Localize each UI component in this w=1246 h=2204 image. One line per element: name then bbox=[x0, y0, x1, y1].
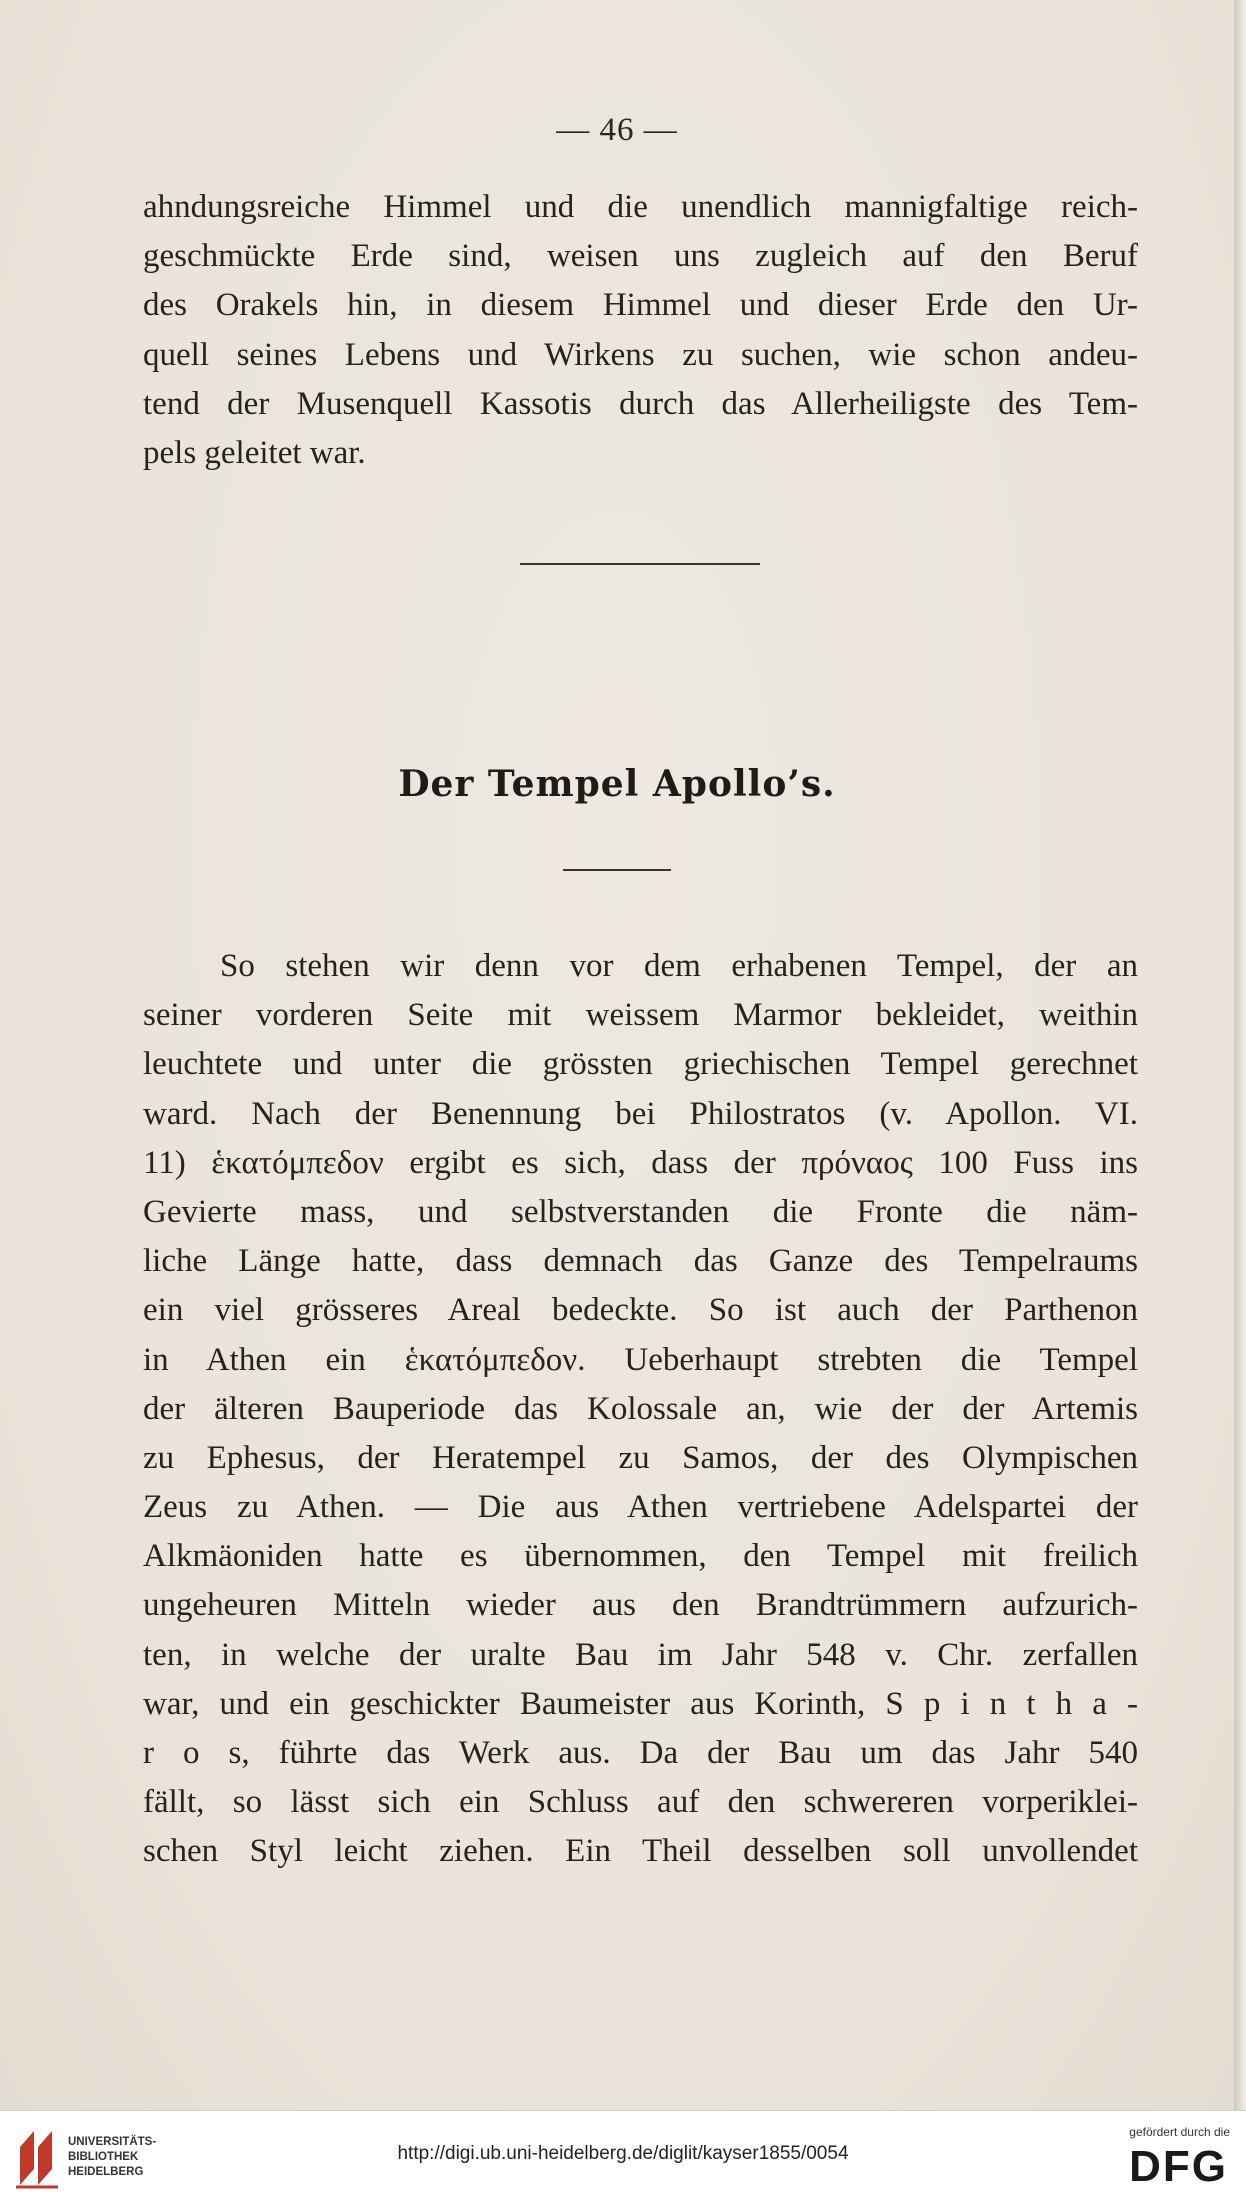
dfg-logo: DFG bbox=[1129, 2142, 1228, 2191]
page-number: — 46 — bbox=[556, 112, 678, 148]
section-title: Der Tempel Apollo’s. bbox=[398, 763, 836, 805]
text-line: ungeheuren Mitteln wieder aus den Brandtrümmern aufzurich- bbox=[143, 1587, 1138, 1624]
text-line: leuchtete und unter die grössten griechischen Tempel gerechnet bbox=[143, 1046, 1138, 1083]
text-line: liche Länge hatte, dass demnach das Ganze des Tempelraums bbox=[143, 1243, 1138, 1280]
text-line: fällt, so lässt sich ein Schluss auf den schwereren vorperiklei- bbox=[143, 1784, 1138, 1821]
permalink-url[interactable]: http://digi.ub.uni-heidelberg.de/diglit/kayser1855/0054 bbox=[397, 2143, 849, 2164]
text-line: Gevierte mass, und selbstverstanden die Fronte die näm- bbox=[143, 1193, 1138, 1230]
title-underline-rule bbox=[563, 869, 671, 871]
text-line: quell seines Lebens und Wirkens zu suchen, wie schon andeu- bbox=[143, 336, 1138, 373]
text-line: So stehen wir denn vor dem erhabenen Tempel, der an bbox=[220, 948, 1138, 984]
text-line: ten, in welche der uralte Bau im Jahr 548 v. Chr. zerfallen bbox=[143, 1636, 1138, 1673]
text-line: r o s, führte das Werk aus. Da der Bau um das Jahr 540 bbox=[143, 1735, 1138, 1771]
library-name: UNIVERSITÄTS- BIBLIOTHEK HEIDELBERG bbox=[68, 2136, 157, 2178]
text-line: der älteren Bauperiode das Kolossale an, wie der der Artemis bbox=[143, 1390, 1138, 1427]
funding-text: gefördert durch die bbox=[1129, 2125, 1230, 2139]
text-line: Alkmäoniden hatte es übernommen, den Tempel mit freilich bbox=[143, 1538, 1138, 1575]
text-line: Zeus zu Athen. — Die aus Athen vertriebene Adelspartei der bbox=[143, 1489, 1138, 1526]
text-line: ein viel grösseres Areal bedeckte. So ist auch der Parthenon bbox=[143, 1292, 1138, 1329]
text-line: schen Styl leicht ziehen. Ein Theil desselben soll unvollendet bbox=[143, 1833, 1138, 1870]
viewer-footer bbox=[0, 2110, 1246, 2204]
text-line: war, und ein geschickter Baumeister aus Korinth, S p i n t h a - bbox=[143, 1685, 1138, 1722]
text-line: ward. Nach der Benennung bei Philostratos (v. Apollon. VI. bbox=[143, 1095, 1138, 1132]
text-line: geschmückte Erde sind, weisen uns zugleich auf den Beruf bbox=[143, 238, 1138, 275]
page-edge bbox=[1234, 0, 1246, 2110]
text-line: in Athen ein ἑκατόμπεδον. Ueberhaupt strebten die Tempel bbox=[143, 1341, 1138, 1378]
separator-rule bbox=[520, 563, 760, 565]
text-line: ahndungsreiche Himmel und die unendlich mannigfaltige reich- bbox=[143, 189, 1138, 225]
text-line: pels geleitet war. bbox=[143, 434, 366, 471]
text-line: tend der Musenquell Kassotis durch das Allerheiligste des Tem- bbox=[143, 385, 1138, 422]
text-line: des Orakels hin, in diesem Himmel und dieser Erde den Ur- bbox=[143, 287, 1138, 324]
text-line: zu Ephesus, der Heratempel zu Samos, der des Olympischen bbox=[143, 1439, 1138, 1476]
text-line: 11) ἑκατόμπεδον ergibt es sich, dass der πρόναος 100 Fuss ins bbox=[143, 1144, 1138, 1181]
text-line: seiner vorderen Seite mit weissem Marmor bekleidet, weithin bbox=[143, 997, 1138, 1034]
paragraph-continuation bbox=[143, 183, 1138, 478]
paragraph-tempel bbox=[143, 942, 1138, 1877]
